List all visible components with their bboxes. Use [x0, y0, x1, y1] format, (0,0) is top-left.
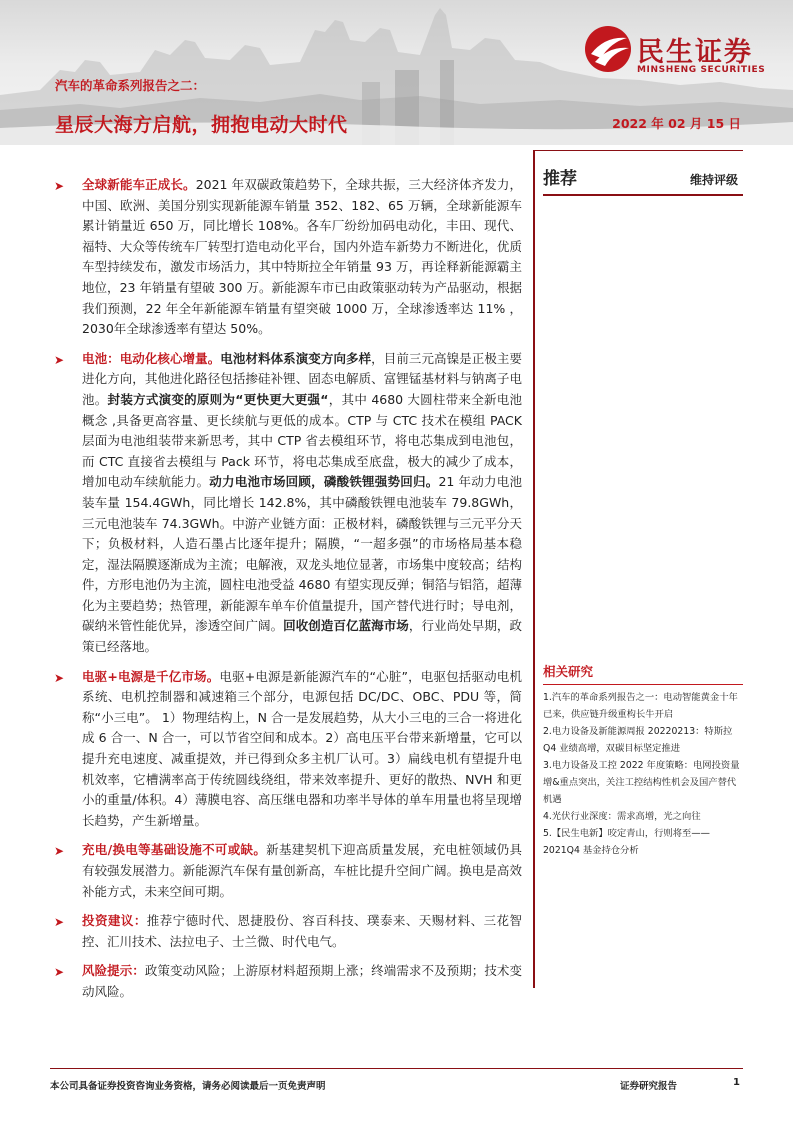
paragraph-heading: 充电/换电等基础设施不可或缺。: [82, 842, 267, 858]
paragraph-text: 电驱+电源是新能源汽车的“心脏”，电驱包括驱动电机系统、电机控制器和减速箱三个部分，电源包括 DC/DC、OBC、PDU 等，简称“小三电”。 1）物理结构上，N 合一是发展趋势，从大小三电的三合一将进化成 6 合一、N 合一，可以节省空间和成本。2）高电压平台带来新增量，它可以提升充电速度、减重提效，并已得到众多主机厂认可。3）扁线电机有望提升电机效率，它槽满率高于传统圆线绕组，带来效率提升、更好的散热、NVH 和更小的重量/体积。4）薄膜电容、高压继电器和功率半导体的单车用量也将呈现增长趋势，产生新增量。: [82, 668, 522, 828]
paragraph-heading: 投资建议：: [82, 913, 147, 929]
company-logo: [583, 22, 773, 84]
main-content: [50, 175, 522, 1012]
paragraph-text: ，其中 4680 大圆柱带来全新电池概念 ,具备更高容量、更长续航与更低的成本。CTP 与 CTC 技术在模组 PACK 层面为电池组装带来新思考，其中 CTP 省去模组环节，将电芯集成到电池包，而 CTC 直接省去模组与 Pack 环节，将电芯集成至底盘，极大的减少了成本，增加电动车续航能力。: [82, 391, 522, 490]
report-title: 星辰大海方启航，拥抱电动大时代: [55, 114, 348, 136]
report-date: 2022 年 02 月 15 日: [612, 116, 741, 131]
report-header: [0, 0, 793, 145]
paragraph-text: 新基建契机下迎高质量发展，充电桩领域仍具有较强发展潜力。新能源汽车保有量创新高，车桩比提升空间广阔。换电是高效补能方式，未来空间可期。: [82, 842, 522, 899]
summary-paragraph: [50, 961, 522, 1002]
summary-paragraph: [50, 667, 522, 832]
related-item[interactable]: 5.【民生电新】咬定青山，行则将至——2021Q4 基金持仓分析: [543, 828, 710, 856]
footer-rule: [50, 1068, 743, 1069]
column-divider: [533, 150, 535, 988]
minsheng-logo-icon: [583, 24, 633, 74]
rating-label: 维持评级: [689, 173, 738, 187]
paragraph-heading: 全球新能车正成长。: [82, 177, 196, 192]
related-item[interactable]: 2.电力设备及新能源周报 20220213：特斯拉 Q4 业绩高增，双碳目标坚定推进: [543, 726, 733, 754]
paragraph-text: 政策变动风险；上游原材料超预期上涨；终端需求不及预期；技术变动风险。: [82, 963, 522, 999]
arrow-right-icon: ➤: [54, 670, 65, 685]
paragraph-text: 21 年动力电池装车量 154.4GWh，同比增长 142.8%，其中磷酸铁锂电池装车 79.8GWh，三元电池装车 74.3GWh。中游产业链方面：正极材料，磷酸铁锂与三元平分天下；负极材料，人造石墨占比逐年提升；隔膜，“一超多强”的市场格局基本稳定，湿法隔膜逐渐成为主流；电解液，双龙头地位显著，市场集中度较高；结构件，方形电池仍为主流，圆柱电池受益 4680 有望实现反弹；铜箔与铝箔，超薄化为主要趋势；热管理，新能源车单车价值量提升，国产替代进行时；导电剂，碳纳米管性能优异，渗透空间广阔。: [82, 474, 522, 634]
arrow-right-icon: ➤: [54, 844, 65, 859]
paragraph-text: ，目前三元高镍是正极主要进化方向，其他进化路径包括掺硅补锂、固态电解质、富锂锰基材料与钠离子电池。: [82, 350, 522, 407]
page-number: 1: [733, 1077, 740, 1088]
summary-paragraph: [50, 911, 522, 952]
related-research-title: 相关研究: [543, 662, 743, 685]
sidebar-top-rule: [533, 150, 743, 151]
summary-paragraph: [50, 175, 522, 340]
logo-text-cn: 民生证券: [637, 37, 753, 68]
arrow-right-icon: ➤: [54, 352, 65, 367]
paragraph-text: 2021 年双碳政策趋势下，全球共振，三大经济体齐发力，中国、欧洲、美国分别实现新能源车销量 352、182、65 万辆，全球新能源车累计销量近 650 万，同比增长 108%。各车厂纷纷加码电动化，丰田、现代、福特、大众等传统车厂转型打造电动化平台，国内外造车新势力不断进化，优质车型持续发布，激发市场活力，其中特斯拉全年销量 93 万，再诠释新能源霸主地位，23 年销量有望破 300 万。新能源车市已由政策驱动转为产品驱动，根据我们预测，22 年全年新能源车销量有望突破 1000 万，全球渗透率达 11% ，2030年全球渗透率有望达 50%。: [82, 177, 522, 337]
paragraph-text: 推荐宁德时代、恩捷股份、容百科技、璞泰来、天赐材料、三花智控、汇川技术、法拉电子、士兰微、时代电气。: [82, 913, 522, 949]
rating-row: [543, 160, 743, 196]
arrow-right-icon: ➤: [54, 179, 65, 193]
related-item[interactable]: 4.光伏行业深度：需求高增，光之向往: [543, 811, 701, 822]
arrow-right-icon: ➤: [54, 915, 65, 930]
paragraph-emphasis: 电池材料体系演变方向多样: [220, 350, 372, 366]
paragraph-emphasis: 动力电池市场回顾，磷酸铁锂强势回归。: [209, 474, 439, 490]
related-research: [543, 662, 743, 859]
arrow-right-icon: ➤: [54, 965, 65, 980]
summary-paragraph: [50, 349, 522, 658]
paragraph-emphasis: 回收创造百亿蓝海市场: [283, 618, 409, 634]
rating-box: [543, 160, 743, 196]
paragraph-text: ，行业尚处早期，政策已经落地。: [82, 618, 522, 655]
paragraph-heading: 电池：电动化核心增量。: [82, 350, 221, 366]
paragraph-emphasis: 封装方式演变的原则为“更快更大更强“: [107, 391, 329, 407]
series-label: 汽车的革命系列报告之二：: [55, 78, 206, 93]
paragraph-heading: 风险提示：: [82, 963, 145, 979]
summary-paragraph: [50, 840, 522, 902]
paragraph-heading: 电驱+电源是千亿市场。: [82, 668, 220, 684]
footer-disclaimer: 本公司具备证券投资咨询业务资格，请务必阅读最后一页免责声明: [50, 1081, 326, 1092]
related-research-list: [543, 689, 743, 859]
related-item[interactable]: 3.电力设备及工控 2022 年度策略：电网投资量增&重点突出，关注工控结构性机会及国产替代机遇: [543, 760, 740, 805]
recommend-label: 推荐: [543, 169, 577, 189]
related-item[interactable]: 1.汽车的革命系列报告之一：电动智能黄金十年已来，供应链升级重构长牛开启: [543, 692, 738, 720]
footer-label: 证券研究报告: [620, 1081, 678, 1092]
logo-text-en: MINSHENG SECURITIES: [637, 65, 766, 75]
